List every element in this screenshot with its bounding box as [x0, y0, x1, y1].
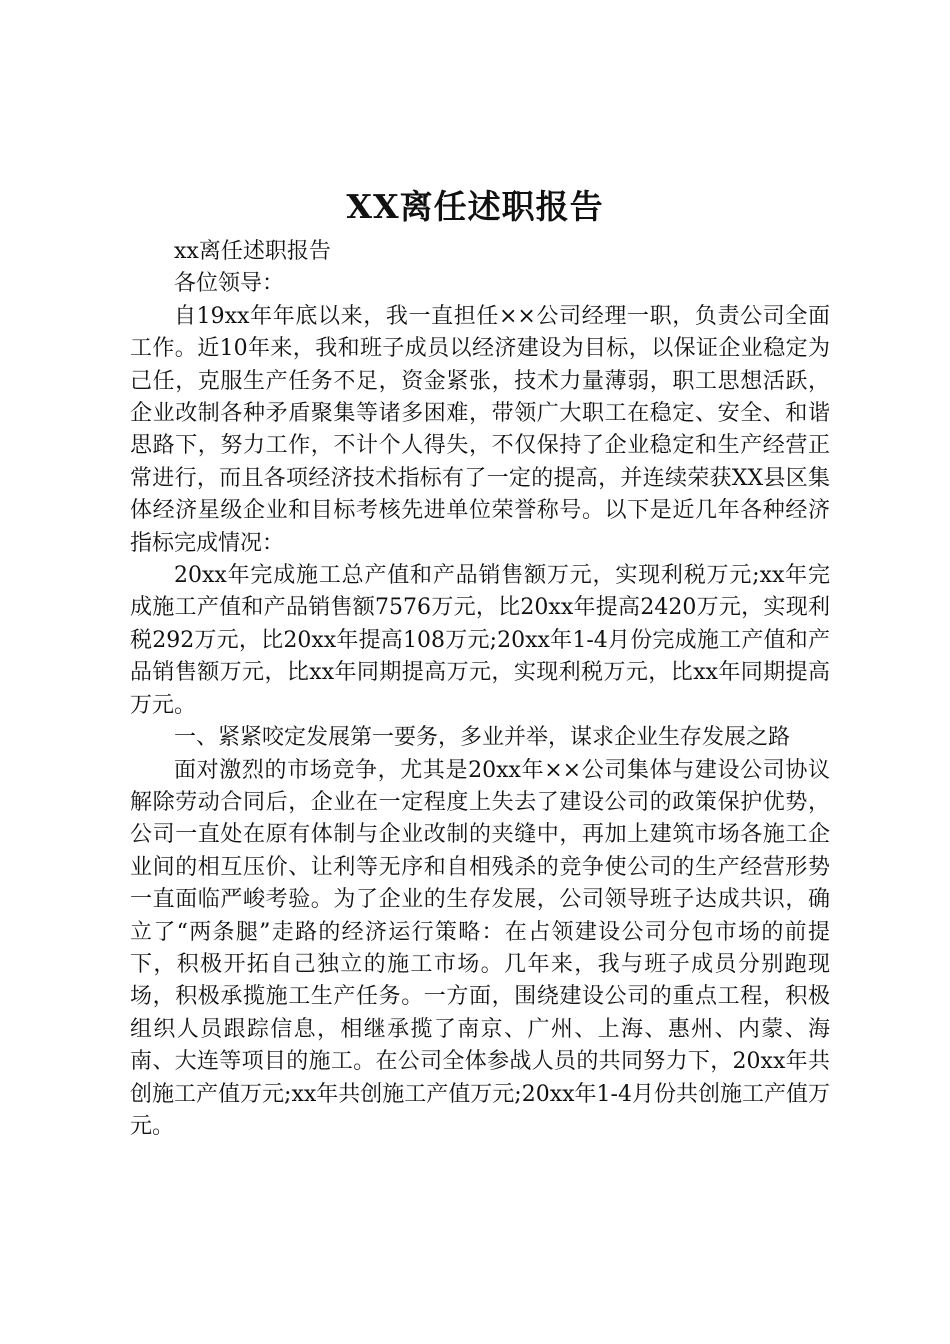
section-heading-1: 一、紧紧咬定发展第一要务，多业并举，谋求企业生存发展之路	[174, 725, 791, 751]
document-title: XX离任述职报告	[346, 187, 604, 226]
paragraph-intro: 自19xx年年底以来，我一直担任××公司经理一职，负责公司全面工作。近10年来，我和班子成员以经济建设为目标，以保证企业稳定为己任，克服生产任务不足，资金紧张，技术力量薄弱，职工思想活跃，企业改制各种矛盾聚集等诸多困难，带领广大职工在稳定、安全、和谐思路下，努力工作，不计个人得失，不仅保持了企业稳定和生产经营正常进行，而且各项经济技术指标有了一定的提高，并连续荣获XX县区集体经济星级企业和目标考核先进单位荣誉称号。以下是近几年各种经济指标完成情况：	[130, 303, 830, 556]
paragraph-salutation: 各位领导：	[174, 271, 285, 297]
paragraph-subtitle: xx离任述职报告	[174, 239, 331, 264]
document-body	[130, 236, 830, 1143]
paragraph-market: 面对激烈的市场竞争，尤其是20xx年××公司集体与建设公司协议解除劳动合同后，企业在一定程度上失去了建设公司的政策保护优势，公司一直处在原有体制与企业改制的夹缝中，再加上建筑市场各施工企业间的相互压价、让利等无序和自相残杀的竞争使公司的生产经营形势一直面临严峻考验。为了企业的生存发展，公司领导班子达成共识，确立了“两条腿”走路的经济运行策略：在占领建设公司分包市场的前提下，积极开拓自己独立的施工市场。几年来，我与班子成员分别跑现场，积极承揽施工生产任务。一方面，围绕建设公司的重点工程，积极组织人员跟踪信息，相继承揽了南京、广州、上海、惠州、内蒙、海南、大连等项目的施工。在公司全体参战人员的共同努力下，20xx年共创施工产值万元;xx年共创施工产值万元;20xx年1-4月份共创施工产值万元。	[130, 757, 830, 1139]
paragraph-indicators: 20xx年完成施工总产值和产品销售额万元，实现利税万元;xx年完成施工产值和产品销售额7576万元，比20xx年提高2420万元，实现利税292万元，比20xx年提高108万元;20xx年1-4月份完成施工产值和产品销售额万元，比xx年同期提高万元，实现利税万元，比xx年同期提高万元。	[130, 563, 830, 718]
